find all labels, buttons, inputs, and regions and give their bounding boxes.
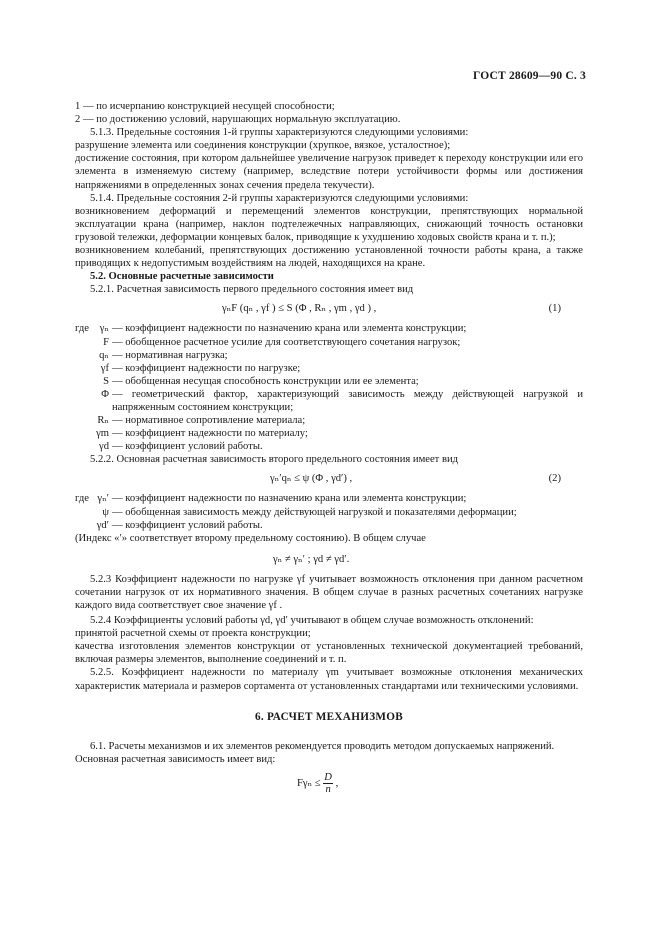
where-description: — коэффициент условий работы. <box>112 441 263 453</box>
where-item <box>75 414 583 427</box>
where-symbol: Φ <box>101 388 109 400</box>
where-description: — коэффициент надежности по назначению крана или элемента конструкции; <box>112 493 467 505</box>
paragraph: возникновением колебаний, препятствующих достижению установленной точности работы крана, а также приводящих к недопустимым воздействиям на людей, находящихся на кране. <box>75 245 583 270</box>
formula-3 <box>75 545 583 573</box>
where-symbol: γd′ <box>96 519 109 531</box>
where-item <box>75 492 583 505</box>
paragraph: качества изготовления элементов конструкции от установленных технической документацией требований, включая размеры элементов, выполнение соединений и т. п. <box>75 641 583 666</box>
paragraph-5-2-1: 5.2.1. Расчетная зависимость первого предельного состояния имеет вид <box>90 284 414 296</box>
text-line: разрушение элемента или соединения конструкции (хрупкое, вязкое, усталостное); <box>75 140 451 152</box>
formula-4-tail: , <box>335 777 339 789</box>
formula-2-number: (2) <box>548 473 561 485</box>
fraction-denominator: n <box>325 783 331 795</box>
where-description: — нормативная нагрузка; <box>112 349 228 361</box>
formula-1 <box>75 296 583 322</box>
where-item <box>75 375 583 388</box>
paragraph: достижение состояния, при котором дальнейшее увеличение нагрузок приведет к переходу конструкции или его элемента в изменяемую систему (например, вследствие потери устойчивости формы или достижения напряжениями в определенных зонах сечения предела текучести). <box>75 153 583 191</box>
paragraph-5-2-4: 5.2.4 Коэффициенты условий работы γd, γd′ учитывают в общем случае возможность отклонений: <box>90 615 534 627</box>
where-symbol: γm <box>96 428 109 440</box>
formula-1-expression: γₙF (qₙ , γf ) ≤ S (Φ , Rₙ , γm , γd ) , <box>222 303 377 315</box>
where-description: — коэффициент условий работы. <box>112 519 263 531</box>
paragraph-5-1-4: 5.1.4. Предельные состояния 2-й группы характеризуются следующими условиями: <box>90 192 469 204</box>
formula-2 <box>75 466 583 492</box>
where-item <box>75 322 583 335</box>
where-item <box>75 336 583 349</box>
page-header: ГОСТ 28609—90 С. 3 <box>473 70 586 82</box>
where-symbol: qₙ <box>99 349 109 361</box>
subsection-heading-5-2: 5.2. Основные расчетные зависимости <box>90 271 274 283</box>
formula-1-number: (1) <box>548 303 561 315</box>
where-item <box>75 440 583 453</box>
where-item <box>75 349 583 362</box>
section-heading-6: 6. РАСЧЕТ МЕХАНИЗМОВ <box>254 710 404 723</box>
where-symbol: γₙ <box>99 323 109 335</box>
formula-4-fraction <box>323 772 333 795</box>
paragraph-5-2-2: 5.2.2. Основная расчетная зависимость второго предельного состояния имеет вид <box>90 454 459 466</box>
where-description: — обобщенная несущая способность конструкции или ее элемента; <box>112 375 419 387</box>
where-symbol: γf <box>100 362 109 374</box>
where-item <box>75 519 583 532</box>
paragraph-5-1-3: 5.1.3. Предельные состояния 1-й группы характеризуются следующими условиями: <box>90 127 469 139</box>
where-symbol: F <box>103 336 109 348</box>
paragraph: (Индекс «′» соответствует второму предельному состоянию). В общем случае <box>75 532 426 544</box>
formula-2-expression: γₙ′qₙ ≤ ψ (Φ , γd′) , <box>270 473 353 485</box>
where-description: — коэффициент надежности по нагрузке; <box>112 362 301 374</box>
text-line: принятой расчетной схемы от проекта конструкции; <box>75 628 311 640</box>
text-line: 2 — по достижению условий, нарушающих нормальную эксплуатацию. <box>75 114 401 126</box>
formula-4-expression <box>297 772 338 795</box>
where-description: — нормативное сопротивление материала; <box>112 415 306 427</box>
text-line: 1 — по исчерпанию конструкцией несущей способности; <box>75 101 335 112</box>
formula-4-left: Fγₙ ≤ <box>297 777 321 789</box>
fraction-numerator: D <box>324 771 332 783</box>
where-description: — коэффициент надежности по материалу; <box>112 428 308 440</box>
where-symbol: γₙ′ <box>97 493 109 505</box>
where-item <box>75 388 583 414</box>
where-symbol: S <box>103 375 109 387</box>
formula-3-expression: γₙ ≠ γₙ′ ; γd ≠ γd′. <box>273 553 350 565</box>
document-body <box>75 100 583 800</box>
where-item <box>75 362 583 375</box>
where-description: — коэффициент надежности по назначению крана или элемента конструкции; <box>112 323 467 335</box>
where-item <box>75 427 583 440</box>
where-symbol: Rₙ <box>97 415 109 427</box>
where-item <box>75 506 583 519</box>
where-symbol: ψ <box>102 506 109 518</box>
where-symbol: γd <box>99 441 109 453</box>
text-line: Основная расчетная зависимость имеет вид: <box>75 753 276 765</box>
paragraph-5-2-3: 5.2.3 Коэффициент надежности по нагрузке γf учитывает возможность отклонения при данном расчетном сочетании нагрузок от их нормативного значения. В общем случае в разных расчетных сочетаниях нагрузке каждого вида соответствует свое значение γf . <box>75 573 583 611</box>
where-word: где <box>75 493 89 505</box>
paragraph-6-1: 6.1. Расчеты механизмов и их элементов рекомендуется проводить методом допускаемых напряжений. <box>90 740 555 752</box>
where-description: — геометрический фактор, характеризующий зависимость между действующей нагрузкой и напряженным состоянием конструкции; <box>112 388 583 413</box>
where-word: где <box>75 323 89 335</box>
paragraph: возникновением деформаций и перемещений элементов конструкции, препятствующих нормальной эксплуатации крана (например, наклон подтележечных направляющих, снижающий точность остановки грузовой тележки, деформации концевых балок, приводящие к ухудшению ходовых свойств крана и т. п.); <box>75 205 583 243</box>
where-description: — обобщенная зависимость между действующей нагрузкой и показателями деформации; <box>112 506 517 518</box>
where-description: — обобщенное расчетное усилие для соответствующего сочетания нагрузок; <box>112 336 461 348</box>
formula-4 <box>75 766 583 800</box>
paragraph-5-2-5: 5.2.5. Коэффициент надежности по материалу γm учитывает возможные отклонения механических характеристик материала и размеров сортамента от установленных стандартами или техническими условиями. <box>75 667 583 692</box>
